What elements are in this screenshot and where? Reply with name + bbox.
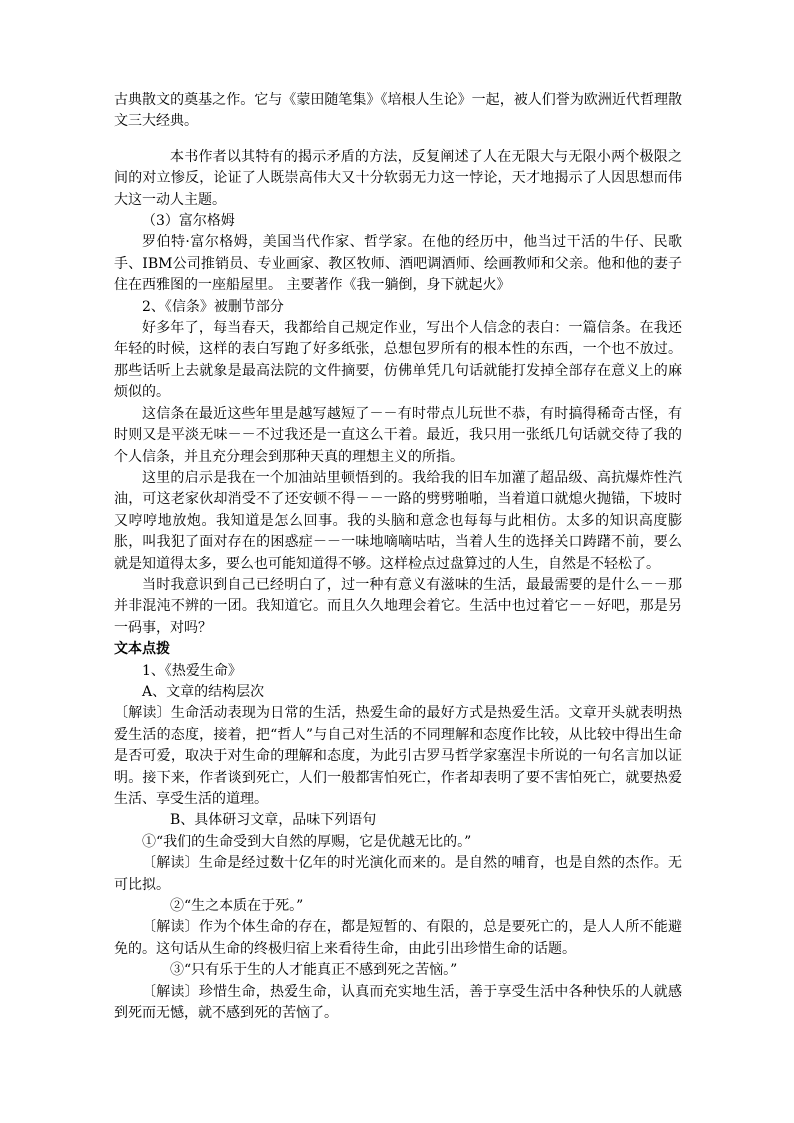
paragraph-gap [114,133,682,147]
heading-text-notes: 文本点拨 [114,641,170,658]
quote-3: ③“只有乐于生的人才能真正不感到死之苦恼。” [170,962,458,979]
heading-structure: A、文章的结构层次 [142,683,265,700]
paragraph-credo-4: 当时我意识到自己已经明白了，过一种有意义有滋味的生活，最最需要的是什么－－那并非混沌不辨的一团。我知道它。而且久久地理会着它。生活中也过着它－－好吧，那是另一码事，对吗？ [114,576,682,636]
quote-2: ②“生之本质在于死。” [170,898,304,915]
reading-1: 〔解读〕生命是经过数十亿年的时光演化而来的。是自然的哺育，也是自然的杰作。无可比拟。 [114,855,682,893]
paragraph-credo-1: 好多年了，每当春天，我都给自己规定作业，写出个人信念的表白：一篇信条。在我还年轻的时候，这样的表白写跑了好多纸张，总想包罗所有的根本性的东西，一个也不放过。那些话听上去就象是最高法院的文件摘要，仿佛单凭几句话就能打发掉全部存在意义上的麻烦似的。 [114,320,682,401]
heading-fulghum: （3）富尔格姆 [142,213,235,230]
paragraph-pascal-intro: 古典散文的奠基之作。它与《蒙田随笔集》《培根人生论》一起，被人们誉为欧洲近代哲理散文三大经典。 [114,92,682,130]
heading-study-sentences: B、具体研习文章，品味下列语句 [170,812,377,829]
document-page [114,90,682,1024]
paragraph-credo-3: 这里的启示是我在一个加油站里顿悟到的。我给我的旧车加灌了超品级、高抗爆炸性汽油，可这老家伙却消受不了还安顿不得－－一路的劈劈啪啪，当着道口就熄火抛锚，下坡时又哼哼地放炮。我知道是怎么回事。我的头脑和意念也每每与此相仿。太多的知识高度膨胀，叫我犯了面对存在的困惑症－－一味地嘀嘀咕咕，当着人生的选择关口踌躇不前，要么就是知道得太多，要么也可能知道得不够。这样检点过盘算过的人生，自然是不轻松了。 [114,469,682,572]
paragraph-credo-2: 这信条在最近这些年里是越写越短了－－有时带点儿玩世不恭，有时搞得稀奇古怪，有时则又是平淡无味－－不过我还是一直这么干着。最近，我只用一张纸几句话就交待了我的个人信条，并且充分理会到那种天真的理想主义的所指。 [114,405,682,465]
quote-1: ①“我们的生命受到大自然的厚赐，它是优越无比的。” [142,833,472,850]
paragraph-pascal-theme: 本书作者以其特有的揭示矛盾的方法，反复阐述了人在无限大与无限小两个极限之间的对立惨反，论证了人既崇高伟大又十分软弱无力这一悖论，天才地揭示了人因思想而伟大这一动人主题。 [114,148,682,208]
reading-2: 〔解读〕作为个体生命的存在，都是短暂的、有限的，总是要死亡的，是人人所不能避免的。这句话从生命的终极归宿上来看待生命，由此引出珍惜生命的话题。 [114,919,682,957]
paragraph-structure-reading: 〔解读〕生命活动表现为日常的生活，热爱生命的最好方式是热爱生活。文章开头就表明热爱生活的态度，接着，把“哲人”与自己对生活的不同理解和态度作比较，从比较中得出生命是否可爱，取决于对生命的理解和态度，为此引古罗马哲学家塞涅卡所说的一句名言加以证明。接下来，作者谈到死亡，人们一般都害怕死亡，作者却表明了要不害怕死亡，就要热爱生活、享受生活的道理。 [114,705,682,807]
paragraph-fulghum-bio: 罗伯特·富尔格姆，美国当代作家、哲学家。在他的经历中，他当过干活的牛仔、民歌手、IBM公司推销员、专业画家、教区牧师、酒吧调酒师、绘画教师和父亲。他和他的妻子住在西雅图的一座船屋里。 主要著作《我一躺倒，身下就起火》 [114,234,682,294]
reading-3: 〔解读〕珍惜生命，热爱生命，认真而充实地生活，善于享受生活中各种快乐的人就感到死而无憾，就不感到死的苦恼了。 [114,983,682,1022]
heading-love-life: 1、《热爱生命》 [142,662,242,679]
heading-credo-deleted: 2、《信条》被删节部分 [142,298,284,315]
